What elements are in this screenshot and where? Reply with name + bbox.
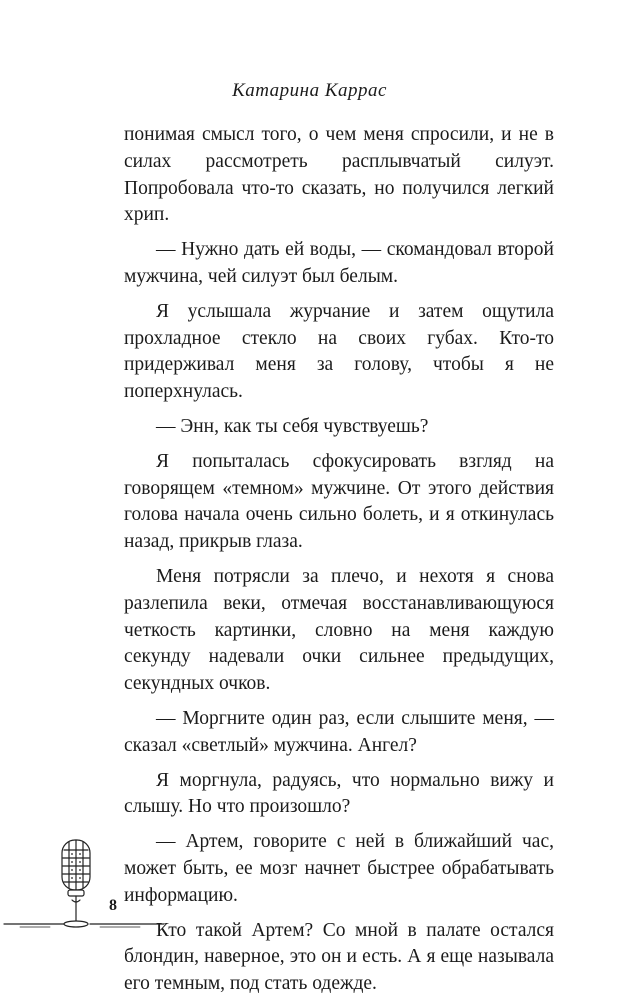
paragraph: понимая смысл того, о чем меня спросили, и не в силах рассмотреть расплывчатый силуэт. Попробовала что-то сказать, но получился легкий хрип. xyxy=(124,124,554,226)
paragraph: Кто такой Артем? Со мной в палате остался блондин, наверное, это он и есть. А я еще называла его темным, под стать одежде. xyxy=(124,919,554,995)
microphone-icon xyxy=(0,838,170,930)
paragraph: Меня потрясли за плечо, и нехотя я снова разлепила веки, отмечая восстанавливающуюся четкость картинки, словно на меня каждую секунду надевали очки сильнее предыдущих, секундных очков. xyxy=(124,565,554,695)
paragraph: — Артем, говорите с ней в ближайший час, может быть, ее мозг начнет быстрее обрабатывать информацию. xyxy=(124,831,554,906)
running-head-author: Катарина Каррас xyxy=(232,80,387,101)
paragraph: Я услышала журчание и затем ощутила прохладное стекло на своих губах. Кто-то придерживал меня за голову, чтобы я не поперхнулась. xyxy=(124,300,554,403)
paragraph: Я попыталась сфокусировать взгляд на говорящем «темном» мужчине. От этого действия голова начала очень сильно болеть, и я откинулась назад, прикрыв глаза. xyxy=(124,450,554,553)
paragraph: — Моргните один раз, если слышите меня, — сказал «светлый» мужчина. Ангел? xyxy=(124,707,554,756)
body-text xyxy=(124,122,554,1006)
paragraph: — Нужно дать ей воды, — скомандовал второй мужчина, чей силуэт был белым. xyxy=(124,239,554,287)
paragraph: Я моргнула, радуясь, что нормально вижу и слышу. Но что произошло? xyxy=(124,769,554,818)
page-number: 8 xyxy=(109,897,117,914)
paragraph: — Энн, как ты себя чувствуешь? xyxy=(156,415,429,437)
